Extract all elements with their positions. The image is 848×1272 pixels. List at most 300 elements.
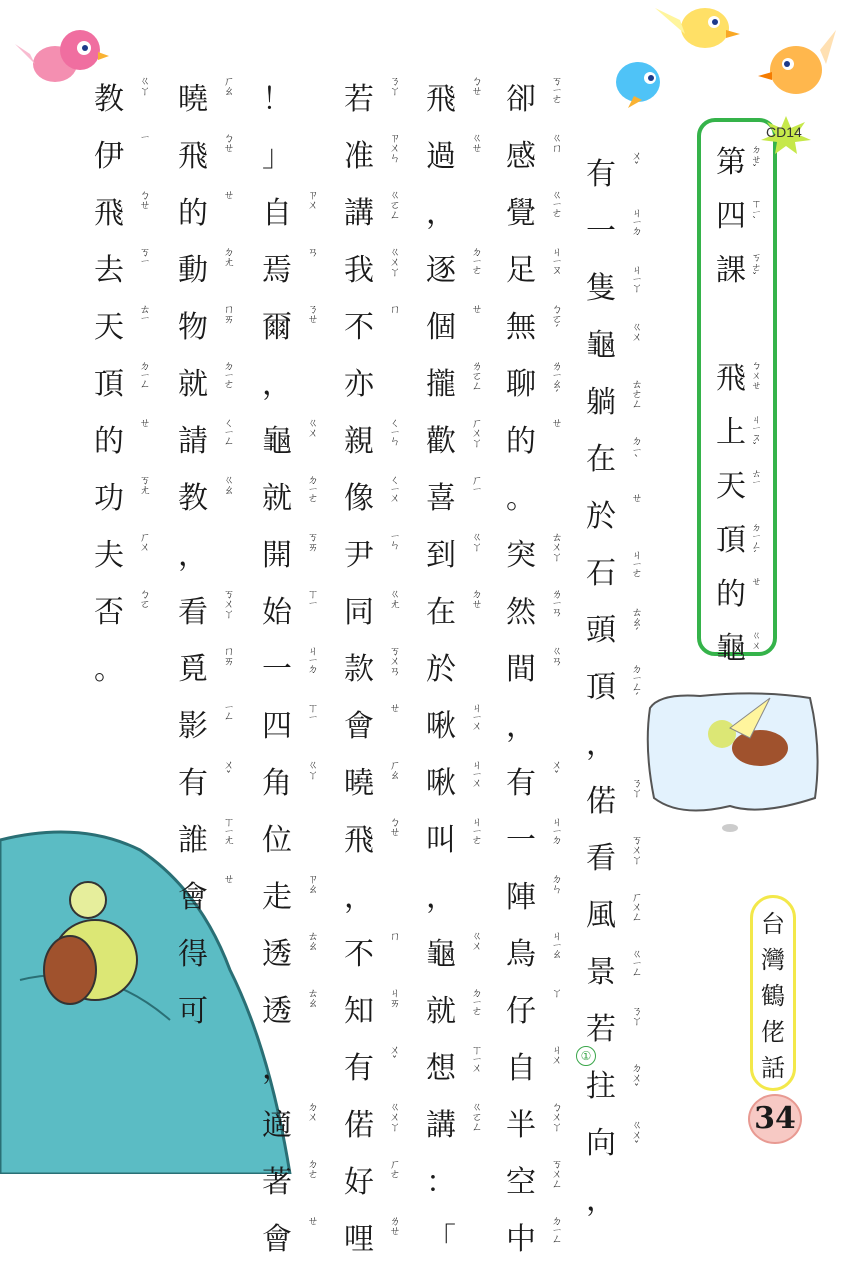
hanzi: 功 — [94, 481, 124, 516]
zhuyin: ㄇㄞ — [222, 645, 235, 665]
zhuyin: ㄒㄧㄤ — [222, 816, 235, 844]
zhuyin: ㄐㄧㄡ — [550, 246, 563, 274]
character — [500, 588, 570, 645]
character — [500, 759, 570, 816]
zhuyin: ㄋㄚ — [630, 1005, 643, 1025]
character — [580, 264, 650, 321]
flying-turtle-illustration — [640, 688, 825, 833]
character — [172, 474, 242, 531]
hanzi: 一 — [586, 214, 616, 249]
character — [500, 531, 570, 588]
page-number: 34 — [748, 1094, 802, 1144]
hanzi: 親 — [344, 424, 374, 459]
hanzi: 自 — [506, 1051, 536, 1086]
zhuyin: ㄑㄧㄣ — [388, 417, 401, 445]
hanzi: 有 — [506, 766, 536, 801]
character — [256, 246, 326, 303]
zhuyin: ㄍㄠ — [222, 474, 235, 494]
zhuyin: ㄑㄧㄨ — [388, 474, 401, 502]
character — [172, 702, 242, 759]
zhuyin: ㄍㄛㄥ — [388, 189, 401, 219]
character — [420, 702, 490, 759]
character — [500, 816, 570, 873]
character — [172, 987, 242, 1044]
title-char: 飛 ㄅㄨㄝ — [716, 360, 760, 396]
zhuyin: ㄌㄧㄠˊ — [550, 360, 563, 400]
character — [172, 645, 242, 702]
hanzi: ， — [586, 727, 616, 762]
hanzi: ， — [178, 538, 208, 573]
text-column — [256, 75, 326, 1272]
hanzi: 會 — [178, 880, 208, 915]
zhuyin: ㄐㄧㄜ — [630, 549, 643, 577]
hanzi: 然 — [506, 595, 536, 630]
hanzi: 。 — [94, 652, 124, 687]
hanzi: 頂 — [94, 367, 124, 402]
zhuyin: ㄨˇ — [388, 1044, 401, 1066]
hanzi: 伊 — [94, 139, 124, 174]
side-label-char: 鶴 — [761, 982, 785, 1010]
hanzi: 飛 — [344, 823, 374, 858]
hanzi: 看 — [586, 841, 616, 876]
zhuyin: ㄅㄛˊ — [550, 303, 563, 335]
character — [580, 378, 650, 435]
character — [172, 246, 242, 303]
hanzi: 龜 — [262, 424, 292, 459]
character — [88, 246, 158, 303]
character — [88, 132, 158, 189]
zhuyin: ㄐㄧㄚ — [630, 264, 643, 292]
hanzi: 龜 — [586, 328, 616, 363]
hanzi: 頂 — [586, 670, 616, 705]
zhuyin: ㄐㄧㄨ — [470, 759, 483, 787]
character — [256, 75, 326, 132]
hanzi: 到 — [426, 538, 456, 573]
zhuyin: ㄍㄨˇ — [630, 1119, 643, 1151]
hanzi: 頭 — [586, 613, 616, 648]
character — [256, 816, 326, 873]
hanzi: 於 — [586, 499, 616, 534]
zhuyin: ㄉㄣ — [550, 873, 563, 893]
zhuyin: ㄍㄨ — [306, 417, 319, 437]
character — [580, 834, 650, 891]
title-char — [713, 298, 749, 352]
character — [500, 474, 570, 531]
zhuyin: ㄐㄧㄉ — [630, 207, 643, 235]
zhuyin: ㄐㄧㄨ — [470, 702, 483, 730]
character — [420, 873, 490, 930]
hanzi: 得 — [178, 937, 208, 972]
character — [420, 987, 490, 1044]
zhuyin: ㄅㄝ — [388, 816, 401, 836]
hanzi: 焉 — [262, 253, 292, 288]
hanzi: 龜 — [426, 937, 456, 972]
hanzi: 去 — [94, 253, 124, 288]
character — [420, 531, 490, 588]
character — [338, 246, 408, 303]
zhuyin: ㄉㄧˋ — [630, 435, 643, 465]
hanzi: 哩 — [344, 1222, 374, 1257]
hanzi: 「 — [426, 1222, 456, 1257]
hanzi: 半 — [506, 1108, 536, 1143]
character — [420, 132, 490, 189]
hanzi: ： — [426, 1165, 456, 1200]
zhuyin: ㄉㄜ — [306, 1158, 319, 1178]
character — [500, 132, 570, 189]
title-zhuyin: ㄒㄧˋ — [749, 198, 760, 227]
zhuyin: ㄇ — [388, 930, 401, 940]
zhuyin: ㄍㄧㄥ — [630, 948, 643, 976]
character — [338, 1215, 408, 1272]
hanzi: 拄 — [586, 1069, 616, 1104]
zhuyin: ㄍㄨ — [470, 930, 483, 950]
zhuyin: ㄏㄨ — [138, 531, 151, 551]
hanzi: 啾 — [426, 766, 456, 801]
zhuyin: ㄎㄧ — [138, 246, 151, 264]
zhuyin: ㄎㄧㄜ — [550, 75, 563, 103]
character — [88, 417, 158, 474]
character — [256, 645, 326, 702]
character — [338, 1158, 408, 1215]
character — [500, 75, 570, 132]
text-column — [338, 75, 408, 1272]
character — [338, 474, 408, 531]
hanzi: 不 — [344, 310, 374, 345]
hanzi: 於 — [426, 652, 456, 687]
character — [500, 1215, 570, 1272]
text-column — [580, 150, 650, 1233]
hanzi: 透 — [262, 937, 292, 972]
zhuyin: ㄏㄨㄥ — [630, 891, 643, 921]
hanzi: 聊 — [506, 367, 536, 402]
character — [338, 816, 408, 873]
character — [256, 531, 326, 588]
zhuyin: ㄎㄨㄚ — [630, 834, 643, 864]
zhuyin: ㄏㄨㄚ — [470, 417, 483, 447]
character — [172, 873, 242, 930]
title-char: 上 ㄐㄧㄡˇ — [716, 414, 760, 453]
zhuyin: ㄍㄚ — [138, 75, 151, 95]
character — [580, 1119, 650, 1176]
zhuyin: ㄍㄚ — [306, 759, 319, 779]
hanzi: 亦 — [344, 367, 374, 402]
character — [338, 417, 408, 474]
character — [338, 588, 408, 645]
side-label-char: 話 — [761, 1054, 785, 1082]
zhuyin: ㄚ — [550, 987, 563, 997]
hanzi: 開 — [262, 538, 292, 573]
hanzi: 過 — [426, 139, 456, 174]
zhuyin: ㄎㄨㄥ — [550, 1158, 563, 1188]
hanzi: 有 — [344, 1051, 374, 1086]
character — [420, 1158, 490, 1215]
character — [256, 930, 326, 987]
zhuyin: ㄝ — [550, 417, 563, 427]
character — [172, 759, 242, 816]
character — [172, 588, 242, 645]
zhuyin: ㄎㄞ — [306, 531, 319, 551]
hanzi: 准 — [344, 139, 374, 174]
hanzi: 個 — [426, 310, 456, 345]
title-char: 第 ㄉㄝˇ — [716, 144, 760, 180]
character — [88, 645, 158, 702]
zhuyin: ㄍㄨㄚ — [388, 246, 401, 276]
zhuyin: ㄍㄛㄥ — [470, 1101, 483, 1131]
hanzi: 像 — [344, 481, 374, 516]
hanzi: 卻 — [506, 82, 536, 117]
hanzi: 適 — [262, 1108, 292, 1143]
hanzi: 飛 — [426, 82, 456, 117]
zhuyin: ㄎㄤ — [138, 474, 151, 494]
zhuyin: ㄝ — [138, 417, 151, 427]
zhuyin: ㄧ — [138, 132, 151, 140]
character — [580, 663, 650, 720]
hanzi: 躺 — [586, 385, 616, 420]
character — [420, 75, 490, 132]
zhuyin: ㄉㄨ — [306, 1101, 319, 1121]
hanzi: 一 — [506, 823, 536, 858]
character — [172, 75, 242, 132]
character — [88, 531, 158, 588]
title-zhuyin: ㄉㄧㄥˊ — [749, 522, 760, 561]
zhuyin: ㄐㄧㄠ — [550, 930, 563, 958]
hanzi: 自 — [262, 196, 292, 231]
zhuyin: ㄐㄧㄜ — [470, 816, 483, 844]
character — [500, 417, 570, 474]
title-char: 龜 ㄍㄨ — [716, 630, 760, 666]
hanzi: ， — [344, 880, 374, 915]
zhuyin: ㄅㄛ — [138, 588, 151, 608]
hanzi: 可 — [178, 994, 208, 1029]
hanzi: ！ — [262, 82, 292, 117]
title-char: 頂 ㄉㄧㄥˊ — [716, 522, 760, 561]
character — [420, 246, 490, 303]
character — [580, 549, 650, 606]
character — [420, 1044, 490, 1101]
hanzi: 就 — [178, 367, 208, 402]
hanzi: ， — [262, 367, 292, 402]
hanzi: 攏 — [426, 367, 456, 402]
zhuyin: ㄅㄨㄚ — [550, 1101, 563, 1131]
character — [338, 189, 408, 246]
character — [500, 930, 570, 987]
character — [500, 303, 570, 360]
hanzi: 誰 — [178, 823, 208, 858]
text-column — [88, 75, 158, 702]
zhuyin: ㄉㄧㄥˊ — [630, 663, 643, 703]
zhuyin: ㄉㄧㄥ — [138, 360, 151, 388]
side-label-char: 佬 — [761, 1018, 785, 1046]
hanzi: 鳥 — [506, 937, 536, 972]
hanzi: 影 — [178, 709, 208, 744]
zhuyin: ㄉㄧㄜ — [470, 246, 483, 274]
title-char: 課 ㄎㄜˇ — [716, 252, 760, 288]
zhuyin: ㄍㄨ — [630, 321, 643, 341]
character — [172, 189, 242, 246]
hanzi: 會 — [262, 1222, 292, 1257]
zhuyin: ㄏㄠ — [222, 75, 235, 95]
side-label-char: 台 — [761, 910, 785, 938]
character — [256, 1158, 326, 1215]
hanzi: ， — [426, 196, 456, 231]
character — [338, 1044, 408, 1101]
title-zhuyin: ㄝ — [749, 576, 760, 586]
hanzi: 。 — [506, 481, 536, 516]
hanzi: 我 — [344, 253, 374, 288]
hanzi: 飛 — [178, 139, 208, 174]
hanzi: 曉 — [178, 82, 208, 117]
character — [338, 645, 408, 702]
hanzi: 叫 — [426, 823, 456, 858]
hanzi: ， — [262, 1051, 292, 1086]
hanzi: 透 — [262, 994, 292, 1029]
zhuyin: ㄎㄨㄢ — [388, 645, 401, 675]
zhuyin: ㄍㄤ — [388, 588, 401, 608]
character — [420, 474, 490, 531]
character — [580, 1062, 650, 1119]
zhuyin: ㄧㄥ — [222, 702, 235, 720]
title-zhuyin: ㄐㄧㄡˇ — [749, 414, 760, 453]
character — [172, 417, 242, 474]
hanzi: 有 — [586, 157, 616, 192]
character — [172, 816, 242, 873]
character — [500, 987, 570, 1044]
hanzi: 尹 — [344, 538, 374, 573]
hanzi: 就 — [426, 994, 456, 1029]
hanzi: 若 — [586, 1012, 616, 1047]
zhuyin: ㄐㄞ — [388, 987, 401, 1007]
character — [420, 588, 490, 645]
hanzi: 風 — [586, 898, 616, 933]
hanzi: 中 — [506, 1222, 536, 1257]
character — [580, 1176, 650, 1233]
hanzi: 四 — [262, 709, 292, 744]
character — [500, 702, 570, 759]
text-column — [420, 75, 490, 1272]
zhuyin: ㄉㄧㄜ — [306, 474, 319, 502]
lesson-title — [713, 136, 769, 676]
hanzi: 會 — [344, 709, 374, 744]
hanzi: 就 — [262, 481, 292, 516]
title-char: 四 ㄒㄧˋ — [716, 198, 760, 234]
zhuyin: ㄒㄧㄨ — [470, 1044, 483, 1072]
hanzi: 無 — [506, 310, 536, 345]
hanzi: 想 — [426, 1051, 456, 1086]
zhuyin: ㄉㄨˇ — [630, 1062, 643, 1094]
character — [420, 417, 490, 474]
character — [172, 531, 242, 588]
character — [256, 1215, 326, 1272]
character — [256, 1044, 326, 1101]
character — [580, 891, 650, 948]
hanzi: 景 — [586, 955, 616, 990]
hanzi: ， — [586, 1183, 616, 1218]
character — [500, 189, 570, 246]
character — [256, 417, 326, 474]
character — [256, 702, 326, 759]
character — [500, 246, 570, 303]
character — [500, 1158, 570, 1215]
character — [88, 189, 158, 246]
title-char: 的 ㄝ — [716, 576, 760, 612]
character — [338, 303, 408, 360]
character — [338, 873, 408, 930]
zhuyin: ㄍㄝ — [470, 132, 483, 152]
character — [88, 75, 158, 132]
hanzi: 天 — [94, 310, 124, 345]
hanzi: 講 — [426, 1108, 456, 1143]
character — [88, 474, 158, 531]
zhuyin: ㄉㄧㄥ — [550, 1215, 563, 1243]
zhuyin: ㄊㄠˊ — [630, 606, 643, 638]
character — [420, 759, 490, 816]
title-zhuyin: ㄊㄧ — [749, 468, 760, 486]
character — [580, 492, 650, 549]
zhuyin: ㄨˇ — [222, 759, 235, 781]
zhuyin: ㄝ — [388, 702, 401, 712]
hanzi: 足 — [506, 253, 536, 288]
character — [420, 645, 490, 702]
character — [500, 360, 570, 417]
hanzi: 若 — [344, 82, 374, 117]
character — [256, 132, 326, 189]
character — [338, 702, 408, 759]
character — [172, 303, 242, 360]
hanzi: 角 — [262, 766, 292, 801]
character — [88, 360, 158, 417]
zhuyin: ㄍㄢ — [550, 645, 563, 665]
character — [256, 987, 326, 1044]
zhuyin: ㄨˇ — [630, 150, 643, 172]
zhuyin: ㄇ — [388, 303, 401, 313]
zhuyin: ㄌㄧㄢ — [550, 588, 563, 616]
character — [338, 987, 408, 1044]
zhuyin: ㄌㄛㄥ — [470, 360, 483, 390]
zhuyin: ㄍㄨㄚ — [388, 1101, 401, 1131]
character — [420, 930, 490, 987]
character — [256, 360, 326, 417]
zhuyin: ㄍㄧㄜ — [550, 189, 563, 217]
side-label-char: 灣 — [761, 946, 785, 974]
hanzi: 喜 — [426, 481, 456, 516]
zhuyin: ㄅㄝ — [470, 75, 483, 95]
character — [580, 150, 650, 207]
character — [500, 1044, 570, 1101]
character — [580, 720, 650, 777]
zhuyin: ㄝ — [222, 873, 235, 883]
hanzi: 偌 — [586, 784, 616, 819]
zhuyin: ㄑㄧㄥ — [222, 417, 235, 445]
character — [256, 759, 326, 816]
title-char: 天 ㄊㄧ — [716, 468, 760, 504]
character — [500, 873, 570, 930]
zhuyin: ㄐㄧㄉ — [306, 645, 319, 673]
character — [172, 930, 242, 987]
zhuyin: ㄊㄠ — [306, 930, 319, 950]
hanzi: ， — [426, 880, 456, 915]
hanzi: 請 — [178, 424, 208, 459]
zhuyin: ㄗㄨ — [306, 189, 319, 209]
character — [172, 132, 242, 189]
hanzi: 著 — [262, 1165, 292, 1200]
hanzi: 覺 — [506, 196, 536, 231]
hanzi: 一 — [262, 652, 292, 687]
zhuyin: ㄒㄧ — [306, 588, 319, 606]
hanzi: 否 — [94, 595, 124, 630]
hanzi: 教 — [178, 481, 208, 516]
zhuyin: ㄍㄇ — [550, 132, 563, 152]
hanzi: 不 — [344, 937, 374, 972]
